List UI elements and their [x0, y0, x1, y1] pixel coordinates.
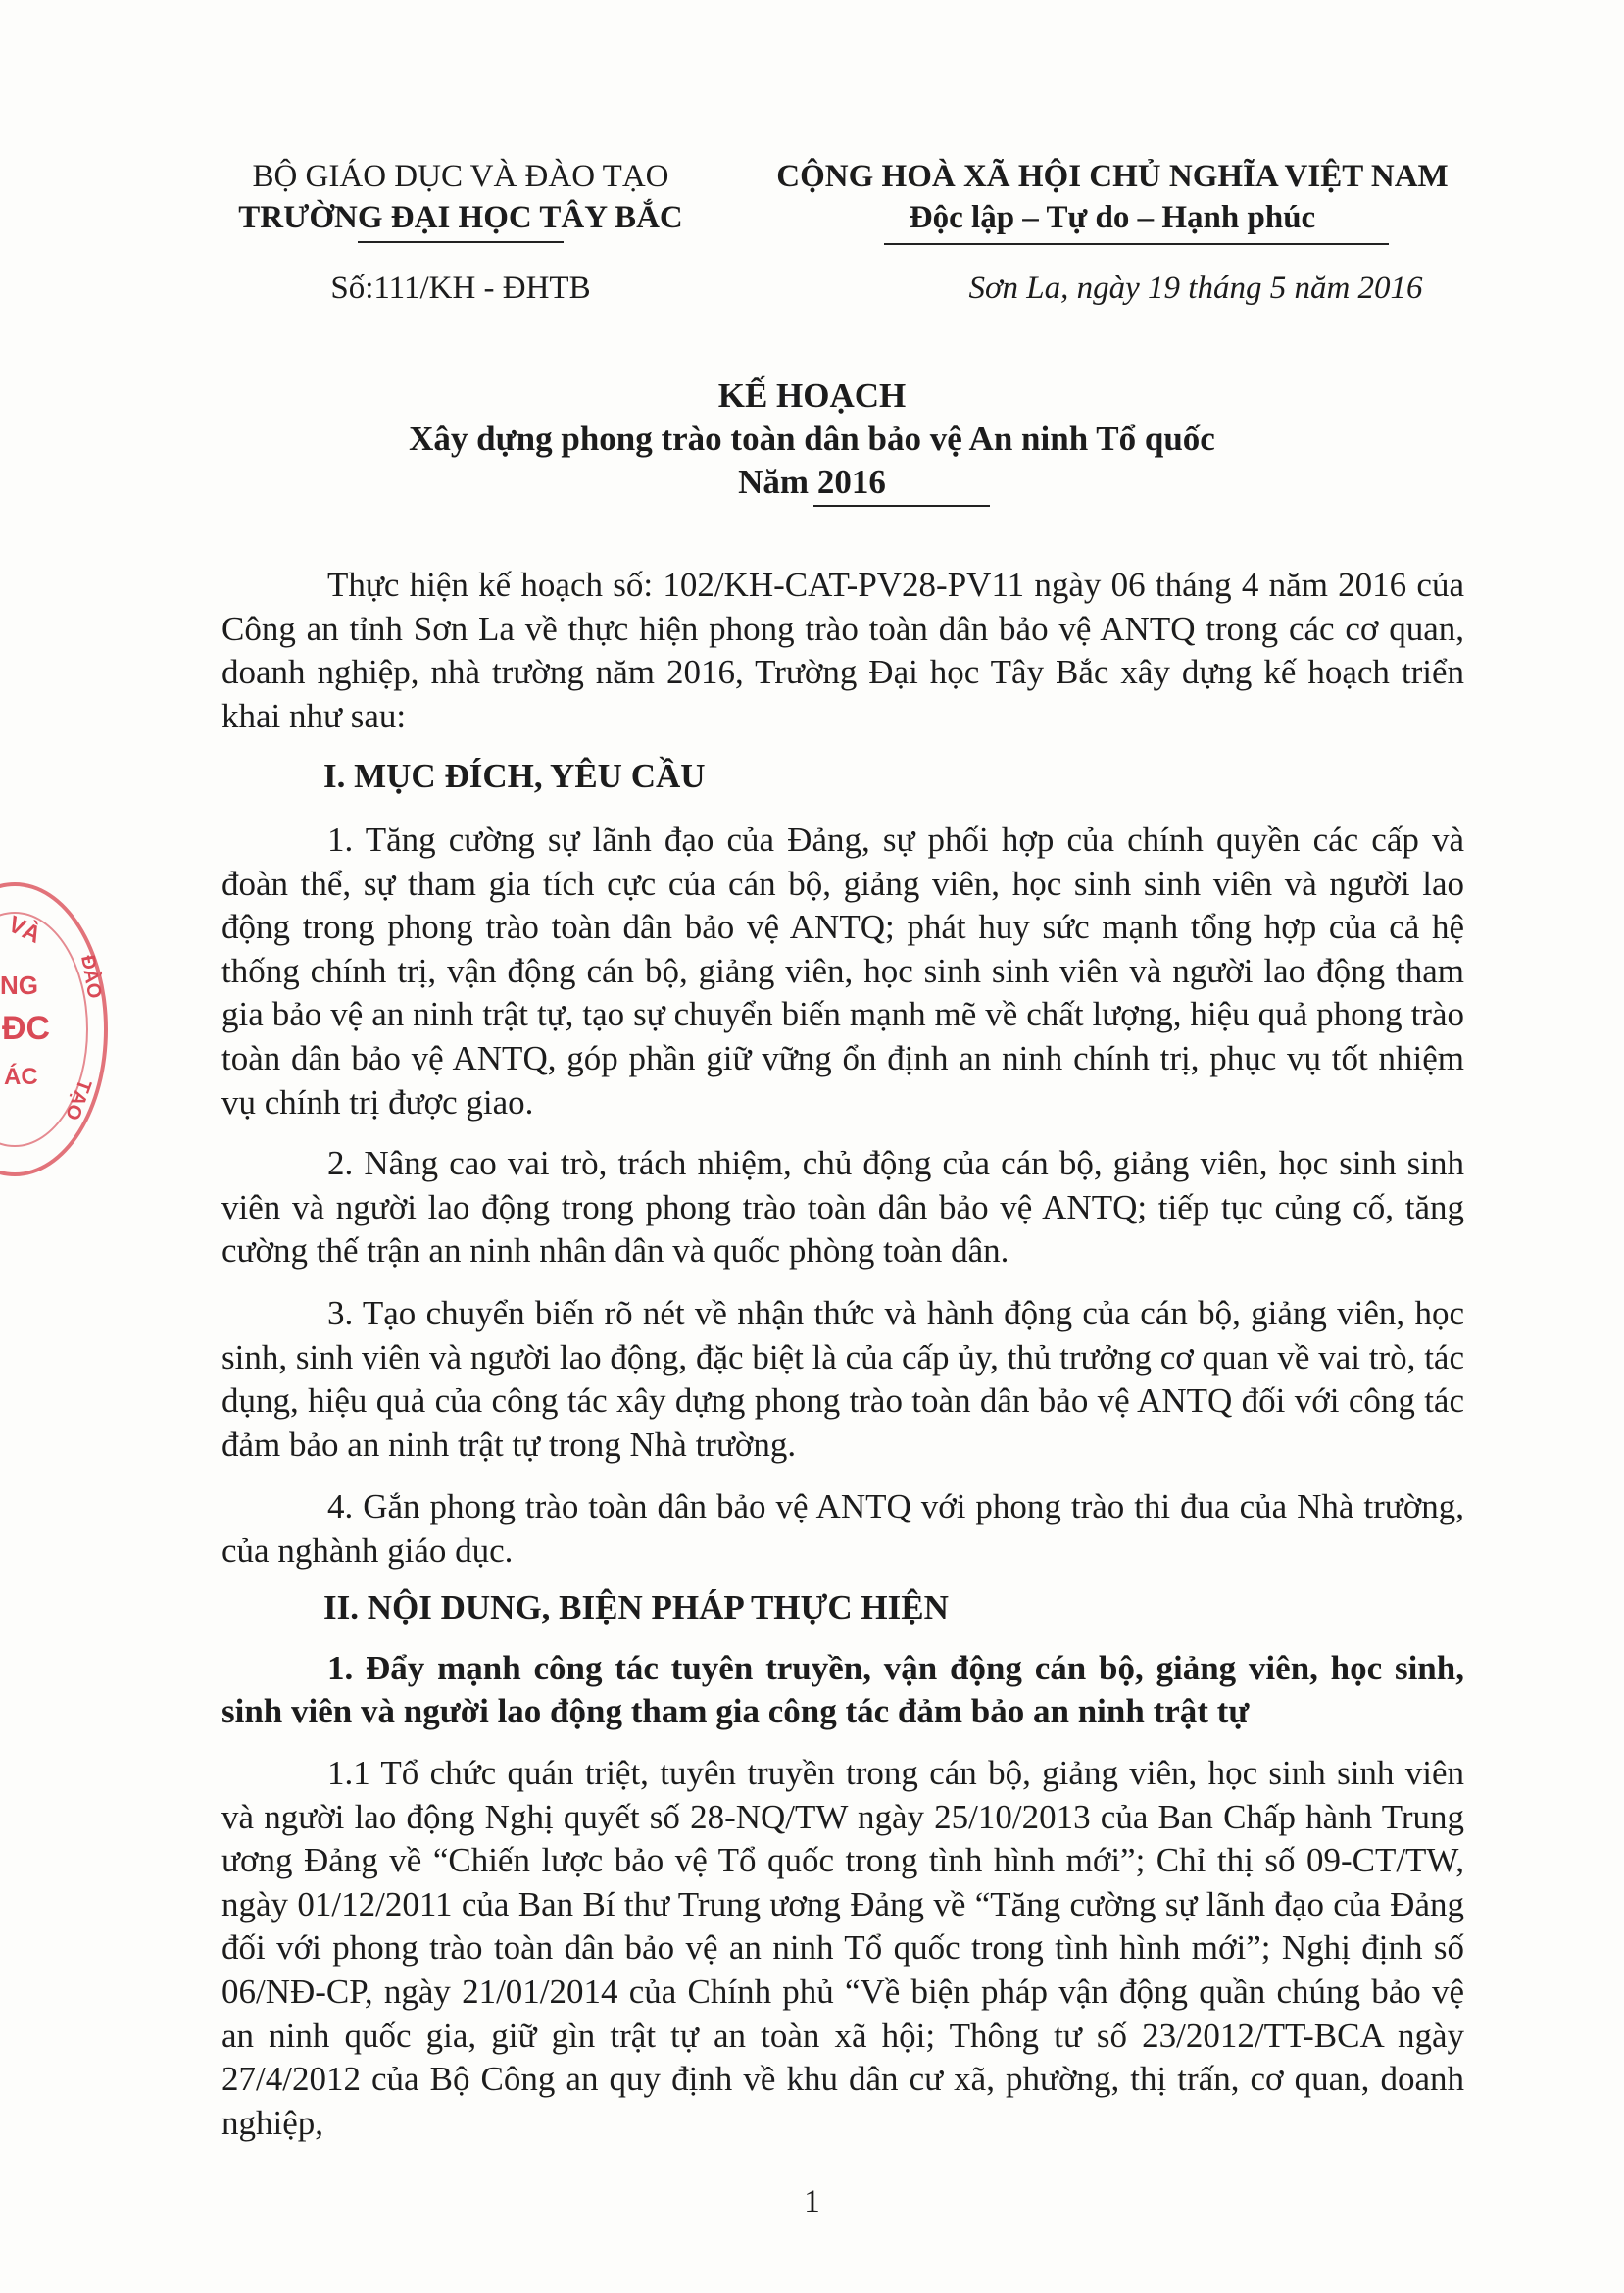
document-number: Số:111/KH - ĐHTB: [330, 271, 591, 306]
page-number: 1: [804, 2184, 820, 2219]
school-underline: [358, 241, 564, 243]
motto-underline: [884, 243, 1389, 245]
seal-text: ĐC: [2, 1010, 51, 1047]
document-title: KẾ HOẠCH: [717, 376, 907, 415]
section-1-item: 2. Nâng cao vai trò, trách nhiệm, chủ động của cán bộ, giảng viên, học sinh sinh viên và người lao động trong phong trào toàn dân bảo vệ ANTQ; tiếp tục củng cố, tăng cường thế trận an ninh nhân dân và quốc phòng toàn dân.: [221, 1144, 1464, 1271]
section-2-heading: II. NỘI DUNG, BIỆN PHÁP THỰC HIỆN: [323, 1588, 949, 1626]
country-name: CỘNG HOÀ XÃ HỘI CHỦ NGHĨA VIỆT NAM: [776, 159, 1449, 194]
section-1-item: 1. Tăng cường sự lãnh đạo của Đảng, sự phối hợp của chính quyền các cấp và đoàn thể, sự tham gia tích cực của cán bộ, giảng viên, học sinh sinh viên và người lao động trong phong trào toàn dân bảo vệ ANTQ; phát huy sức mạnh tổng hợp của cả hệ thống chính trị, vận động cán bộ, giảng viên, học sinh sinh viên và người lao động tham gia bảo vệ an ninh trật tự, tạo sự chuyển biến mạnh mẽ về chất lượng, hiệu quả phong trào toàn dân bảo vệ ANTQ, góp phần giữ vững ổn định an ninh chính trị, phục vụ tốt nhiệm vụ chính trị được giao.: [221, 821, 1464, 1122]
section-1-heading: I. MỤC ĐÍCH, YÊU CẦU: [323, 757, 706, 795]
school-name: TRƯỜNG ĐẠI HỌC TÂY BẮC: [238, 200, 683, 235]
section-2-subheading: 1. Đẩy mạnh công tác tuyên truyền, vận động cán bộ, giảng viên, học sinh, sinh viên và người lao động tham gia công tác đảm bảo an ninh trật tự: [221, 1649, 1464, 1730]
national-motto: Độc lập – Tự do – Hạnh phúc: [909, 200, 1316, 235]
place-and-date: Sơn La, ngày 19 tháng 5 năm 2016: [968, 271, 1423, 306]
document-year: Năm 2016: [738, 463, 886, 501]
seal-text: VÀ: [4, 911, 45, 949]
seal-text: TẠO: [61, 1076, 96, 1123]
section-2-paragraph: 1.1 Tổ chức quán triệt, tuyên truyền trong cán bộ, giảng viên, học sinh sinh viên và người lao động Nghị quyết số 28-NQ/TW ngày 25/10/2013 của Ban Chấp hành Trung ương Đảng về “Chiến lược bảo vệ Tổ quốc trong tình hình mới”; Chỉ thị số 09-CT/TW, ngày 01/12/2011 của Ban Bí thư Trung ương Đảng về “Tăng cường sự lãnh đạo của Đảng đối với phong trào toàn dân bảo vệ an ninh Tổ quốc trong tình hình mới”; Nghị định số 06/NĐ-CP, ngày 21/01/2014 của Chính phủ “Về biện pháp vận động quần chúng bảo vệ an ninh quốc gia, giữ gìn trật tự an toàn xã hội; Thông tư số 23/2012/TT-BCA ngày 27/4/2012 của Bộ Công an quy định về khu dân cư xã, phường, thị trấn, cơ quan, doanh nghiệp,: [221, 1754, 1464, 2142]
document-subtitle: Xây dựng phong trào toàn dân bảo vệ An ninh Tổ quốc: [409, 420, 1215, 458]
seal-text: NG: [0, 971, 38, 1000]
intro-paragraph: Thực hiện kế hoạch số: 102/KH-CAT-PV28-PV11 ngày 06 tháng 4 năm 2016 của Công an tỉnh Sơn La về thực hiện phong trào toàn dân bảo vệ ANTQ trong các cơ quan, doanh nghiệp, nhà trường năm 2016, Trường Đại học Tây Bắc xây dựng kế hoạch triển khai như sau:: [221, 566, 1464, 735]
ministry-name: BỘ GIÁO DỤC VÀ ĐÀO TẠO: [252, 159, 669, 194]
seal-text: ĐÀO: [76, 953, 106, 1001]
section-1-item: 4. Gắn phong trào toàn dân bảo vệ ANTQ với phong trào thi đua của Nhà trường, của nghành giáo dục.: [221, 1487, 1464, 1570]
section-1-item: 3. Tạo chuyển biến rõ nét về nhận thức và hành động của cán bộ, giảng viên, học sinh, sinh viên và người lao động, đặc biệt là của cấp ủy, thủ trưởng cơ quan về vai trò, tác dụng, hiệu quả của công tác xây dựng phong trào toàn dân bảo vệ ANTQ đối với công tác đảm bảo an ninh trật tự trong Nhà trường.: [221, 1294, 1464, 1464]
title-underline: [813, 505, 990, 507]
seal-text: ÁC: [4, 1064, 38, 1090]
